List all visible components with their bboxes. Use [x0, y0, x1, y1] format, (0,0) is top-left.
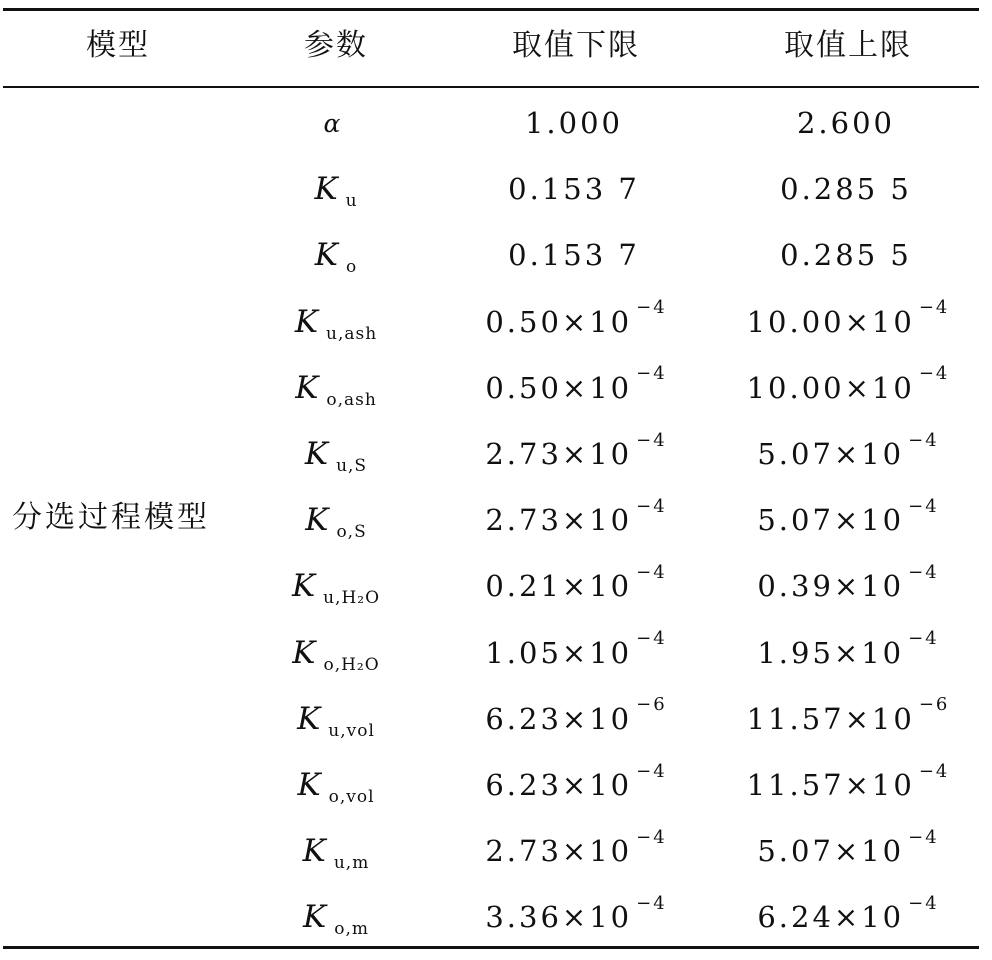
- table-row: [0, 90, 992, 156]
- upper-limit-cell: [716, 156, 980, 222]
- param-subscript: u,m: [333, 853, 370, 874]
- param-cell: [236, 90, 436, 156]
- upper-mantissa: 0.39×10: [757, 569, 905, 604]
- table-row: [0, 553, 992, 619]
- upper-exponent: −4: [908, 826, 939, 848]
- param-cell: [236, 355, 436, 421]
- lower-limit-cell: [446, 818, 706, 884]
- upper-mantissa: 6.24×10: [757, 900, 905, 935]
- param-symbol: K: [302, 833, 326, 870]
- lower-limit-cell: [446, 487, 706, 553]
- param-subscript: u,ash: [326, 323, 378, 344]
- param-subscript: u: [345, 191, 358, 212]
- lower-limit-cell: [446, 620, 706, 686]
- upper-exponent: −4: [908, 495, 939, 517]
- param-symbol: K: [304, 436, 329, 472]
- table-row: [0, 222, 992, 288]
- param-symbol: K: [297, 767, 321, 803]
- lower-mantissa: 3.36×10: [485, 900, 633, 935]
- param-cell: [236, 752, 436, 818]
- upper-mantissa: 2.600: [796, 106, 896, 140]
- param-cell: [236, 421, 436, 487]
- upper-exponent: −4: [908, 628, 939, 650]
- upper-exponent: −4: [908, 429, 939, 451]
- lower-exponent: −4: [636, 628, 667, 650]
- lower-mantissa: 0.153 7: [508, 172, 640, 207]
- lower-limit-cell: [446, 90, 706, 156]
- upper-limit-cell: [716, 553, 980, 619]
- lower-exponent: −4: [636, 297, 667, 319]
- upper-limit-cell: [716, 289, 980, 355]
- param-cell: [236, 222, 436, 288]
- upper-limit-cell: [716, 752, 980, 818]
- table-row: [0, 884, 992, 950]
- upper-exponent: −4: [918, 363, 950, 385]
- lower-limit-cell: [446, 421, 706, 487]
- lower-exponent: −4: [636, 892, 667, 914]
- param-cell: [236, 289, 436, 355]
- upper-limit-cell: [716, 90, 980, 156]
- lower-mantissa: 6.23×10: [485, 701, 633, 736]
- param-symbol: K: [295, 369, 319, 406]
- table-row: [0, 620, 992, 686]
- lower-mantissa: 1.000: [524, 106, 624, 140]
- lower-exponent: −6: [636, 694, 667, 716]
- upper-mantissa: 10.00×10: [746, 370, 915, 405]
- upper-limit-cell: [716, 222, 980, 288]
- upper-mantissa: 11.57×10: [746, 768, 915, 802]
- table-row: [0, 421, 992, 487]
- header-lower: 取值下限: [512, 28, 640, 63]
- param-subscript: u,vol: [328, 720, 375, 741]
- upper-exponent: −4: [908, 561, 939, 583]
- param-cell: [236, 620, 436, 686]
- param-symbol: K: [303, 899, 327, 936]
- lower-exponent: −4: [636, 826, 667, 848]
- lower-mantissa: 0.50×10: [485, 304, 633, 339]
- lower-exponent: −4: [636, 495, 667, 517]
- lower-exponent: −4: [636, 429, 667, 451]
- lower-mantissa: 2.73×10: [485, 437, 633, 471]
- param-symbol: K: [314, 237, 338, 274]
- param-symbol: K: [291, 568, 316, 605]
- upper-mantissa: 0.285 5: [780, 238, 912, 273]
- upper-limit-cell: [716, 620, 980, 686]
- model-name-cell: 分选过程模型: [12, 500, 210, 535]
- upper-mantissa: 5.07×10: [757, 503, 905, 538]
- lower-exponent: −4: [636, 561, 667, 583]
- upper-limit-cell: [716, 884, 980, 950]
- param-subscript: o,vol: [328, 787, 375, 807]
- upper-mantissa: 11.57×10: [746, 701, 915, 736]
- param-subscript: o,m: [334, 919, 369, 940]
- upper-exponent: −4: [918, 297, 950, 319]
- upper-mantissa: 5.07×10: [757, 437, 905, 471]
- param-cell: [236, 686, 436, 752]
- upper-limit-cell: [716, 355, 980, 421]
- lower-mantissa: 6.23×10: [485, 768, 633, 802]
- header-model: 模型: [86, 28, 150, 63]
- upper-limit-cell: [716, 487, 980, 553]
- table-row: [0, 752, 992, 818]
- lower-limit-cell: [446, 156, 706, 222]
- table-header-rule: [3, 86, 979, 88]
- param-cell: [236, 884, 436, 950]
- upper-limit-cell: [716, 818, 980, 884]
- lower-limit-cell: [446, 884, 706, 950]
- param-subscript: o,ash: [326, 389, 377, 410]
- lower-limit-cell: [446, 289, 706, 355]
- param-symbol: K: [314, 171, 338, 208]
- lower-mantissa: 2.73×10: [485, 834, 633, 869]
- param-symbol: K: [294, 303, 318, 340]
- upper-mantissa: 0.285 5: [780, 172, 912, 207]
- header-upper: 取值上限: [784, 28, 912, 63]
- table-row: [0, 487, 992, 553]
- upper-limit-cell: [716, 686, 980, 752]
- lower-mantissa: 0.21×10: [485, 569, 633, 604]
- upper-mantissa: 10.00×10: [746, 304, 915, 339]
- param-subscript: o,H₂O: [323, 654, 380, 675]
- table-row: [0, 289, 992, 355]
- lower-limit-cell: [446, 222, 706, 288]
- upper-exponent: −4: [918, 760, 950, 782]
- upper-mantissa: 5.07×10: [757, 834, 905, 869]
- lower-limit-cell: [446, 553, 706, 619]
- param-symbol: K: [305, 502, 329, 539]
- lower-mantissa: 0.50×10: [485, 370, 633, 405]
- lower-exponent: −4: [636, 363, 667, 385]
- lower-limit-cell: [446, 752, 706, 818]
- param-symbol: K: [297, 700, 321, 737]
- table-row: [0, 355, 992, 421]
- table-row: [0, 156, 992, 222]
- param-cell: [236, 818, 436, 884]
- upper-mantissa: 1.95×10: [757, 635, 905, 670]
- param-symbol: α: [323, 108, 341, 138]
- param-cell: [236, 156, 436, 222]
- table-bottom-rule: [3, 946, 979, 949]
- param-cell: [236, 553, 436, 619]
- table-row: [0, 818, 992, 884]
- param-subscript: o,S: [336, 522, 367, 543]
- param-subscript: u,H₂O: [323, 588, 381, 609]
- lower-limit-cell: [446, 686, 706, 752]
- param-cell: [236, 487, 436, 553]
- lower-mantissa: 1.05×10: [485, 635, 633, 670]
- upper-limit-cell: [716, 421, 980, 487]
- table-top-rule: [3, 8, 979, 11]
- param-subscript: u,S: [336, 456, 368, 476]
- upper-exponent: −6: [918, 694, 950, 716]
- table-row: [0, 686, 992, 752]
- param-symbol: K: [292, 634, 316, 671]
- lower-mantissa: 0.153 7: [508, 238, 640, 273]
- param-subscript: o: [345, 257, 358, 278]
- upper-exponent: −4: [908, 892, 939, 914]
- header-param: 参数: [304, 28, 368, 63]
- lower-limit-cell: [446, 355, 706, 421]
- lower-mantissa: 2.73×10: [485, 503, 633, 538]
- lower-exponent: −4: [636, 760, 667, 782]
